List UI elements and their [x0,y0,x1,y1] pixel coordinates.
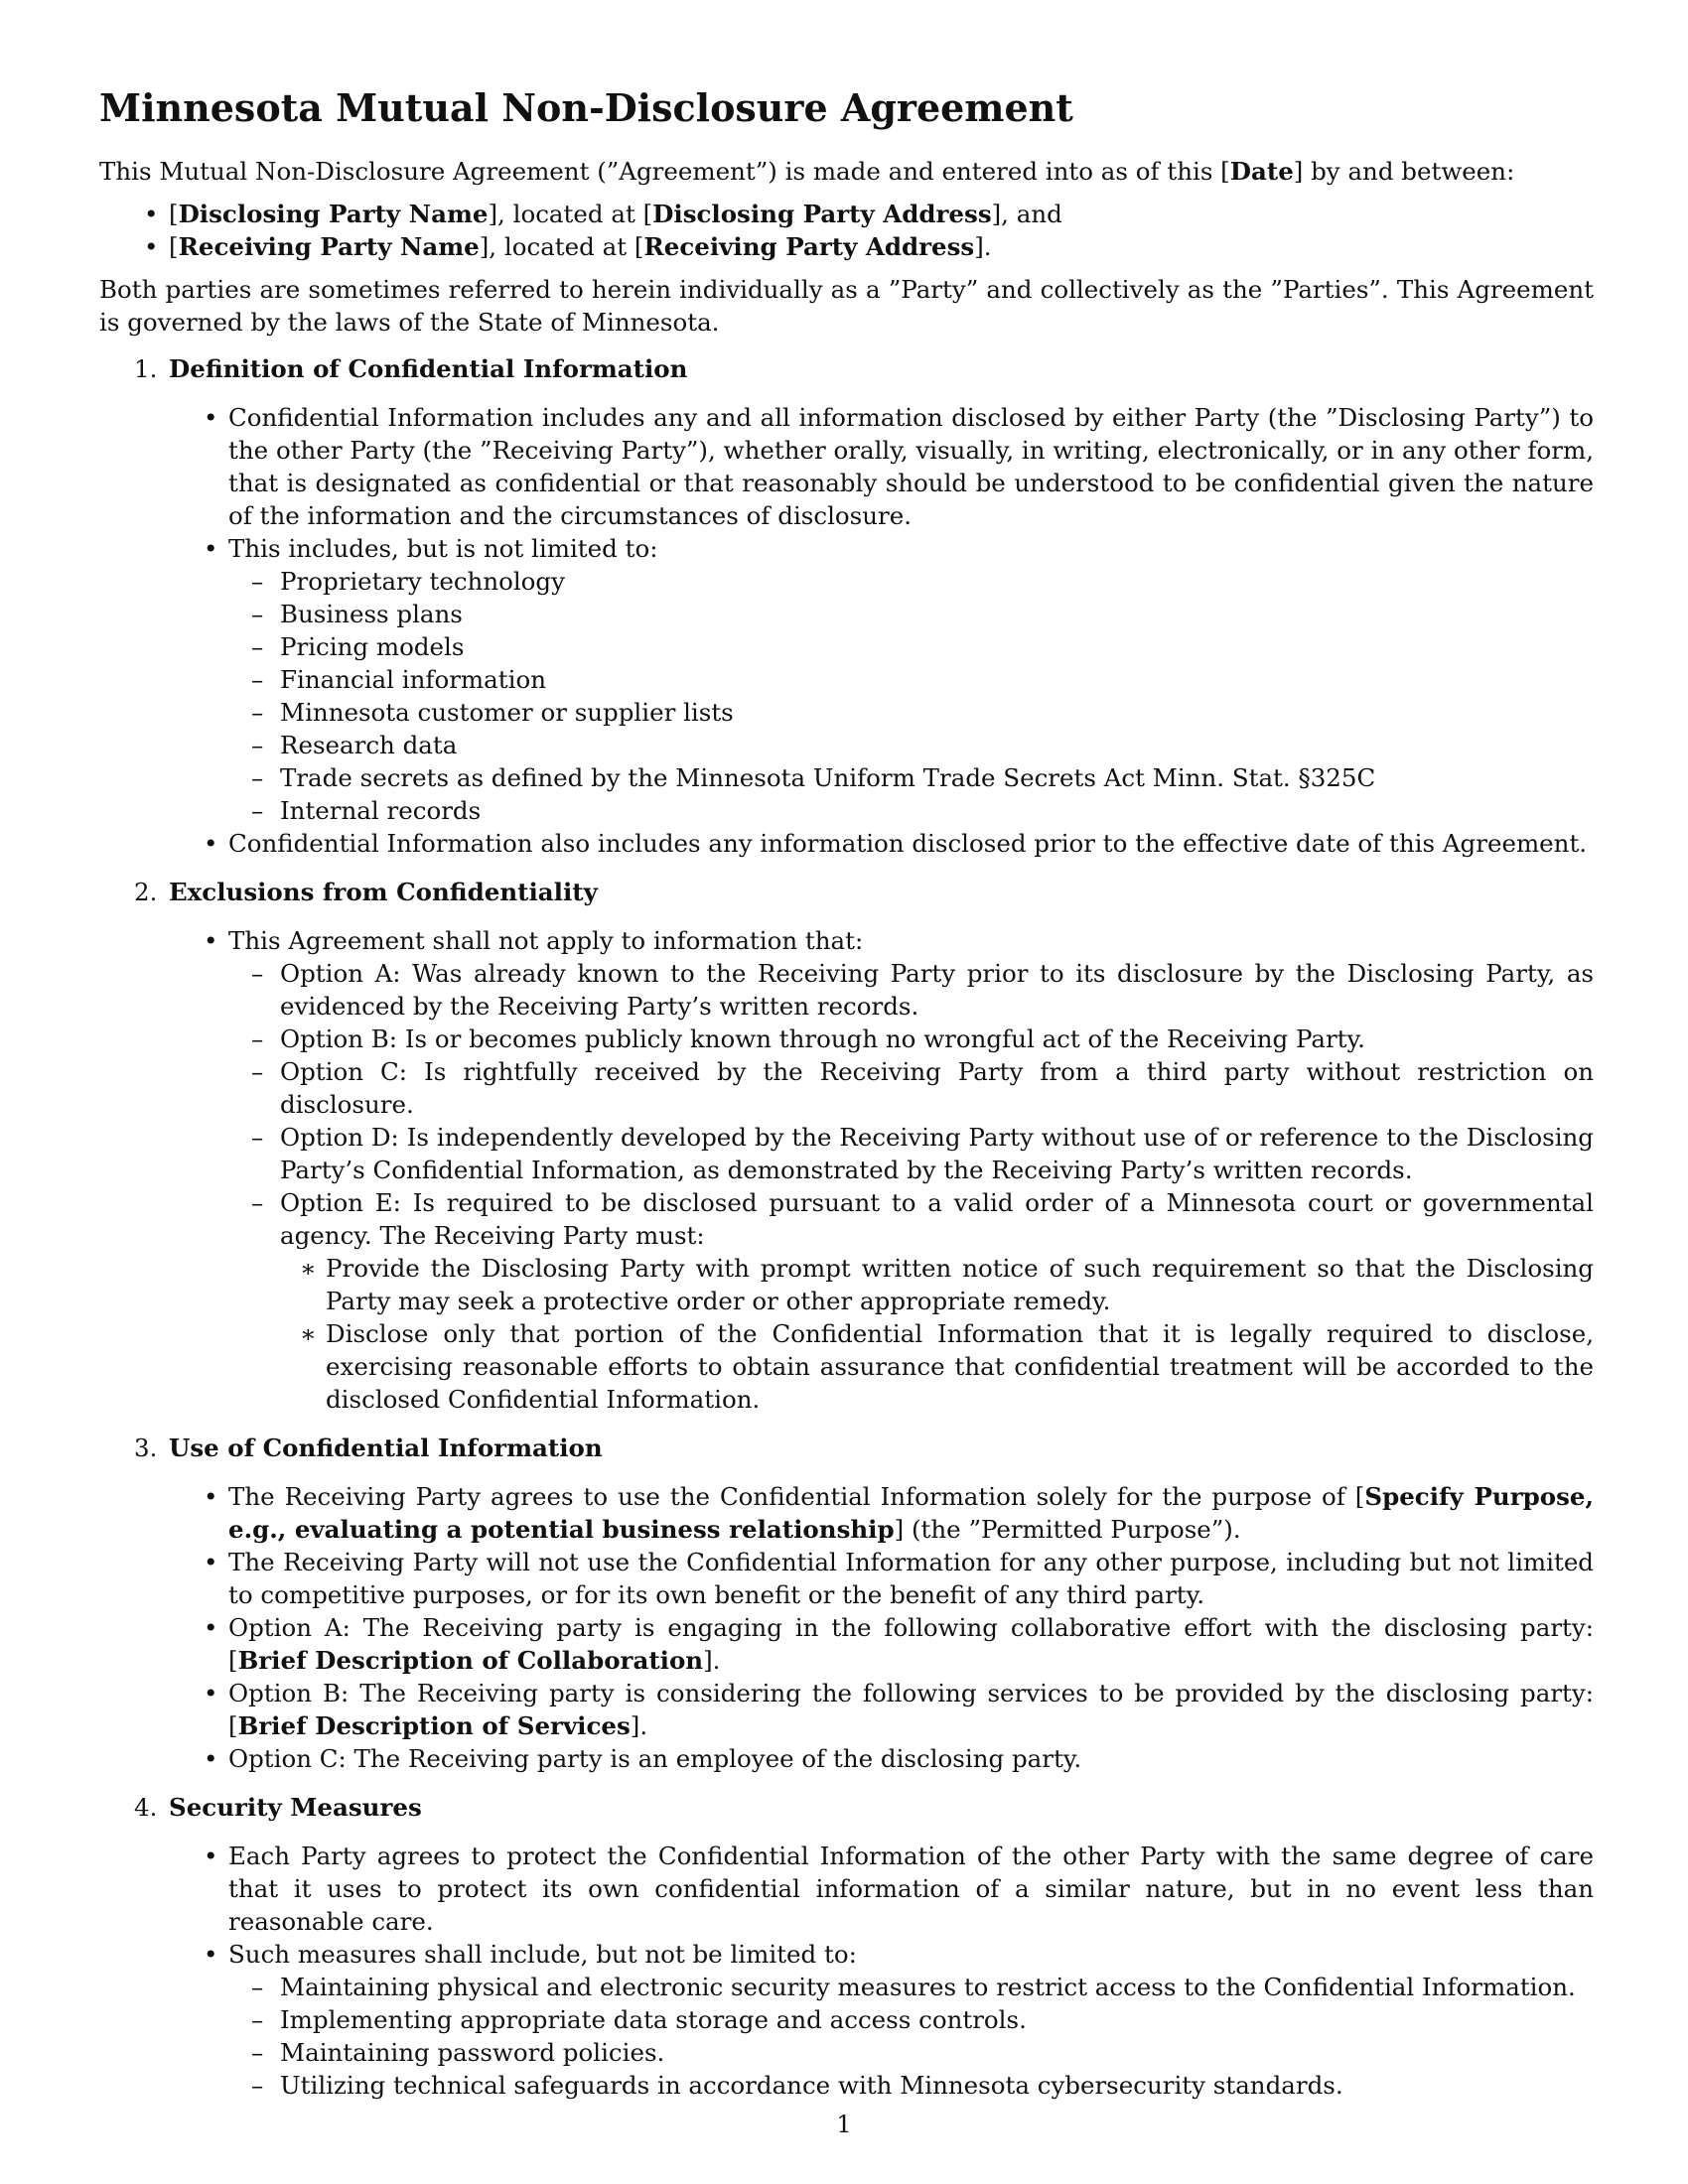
bullet-item [169,1938,1594,2102]
bullet-item: • Each Party agrees to protect the Confidential Information of the other Party with the same degree of care that it uses to protect its own confidential information of a similar nature, but in no event less than reasonable care. [169,1840,1594,1938]
dash-list [228,565,1594,827]
purpose-placeholder: Specify Purpose, e.g., evaluating a potential business relationship [228,1482,1595,1544]
bullet-item: • The Receiving Party will not use the Confidential Information for any other purpose, including but not limited to competitive purposes, or for its own benefit or the benefit of any third party. [169,1546,1594,1611]
services-placeholder: Brief Description of Services [237,1711,631,1740]
bracket-open: [ [169,232,179,261]
asterisk-list [280,1252,1594,1416]
bullet-text: Option B: The Receiving party is considering the following services to be provided by the disclosing party: [ [228,1679,1594,1740]
section-exclusions [99,876,1594,1416]
document-title: Minnesota Mutual Non-Disclosure Agreement [99,85,1073,130]
section-heading [134,352,1594,385]
section-title: Exclusions from Confidentiality [169,878,598,906]
dash-item: – Option C: Is rightfully received by the Receiving Party from a third party without restriction on disclosure. [228,1055,1594,1121]
section-definition [99,352,1594,860]
section-security [99,1791,1594,2102]
section-title: Definition of Confidential Information [169,354,688,383]
bullet-text: This includes, but is not limited to: [228,534,658,563]
bullet-text: Such measures shall include, but not be limited to: [228,1940,857,1969]
section-heading [134,1432,1594,1464]
dash-item: – Maintaining physical and electronic security measures to restrict access to the Confidential Information. [228,1971,1594,2003]
dash-item: – Option A: Was already known to the Receiving Party prior to its disclosure by the Disclosing Party, as evidenced by the Receiving Party’s written records. [228,957,1594,1023]
bullet-item [169,1677,1594,1742]
receiving-party-name: Receiving Party Name [178,232,480,261]
bullet-item: • Confidential Information includes any and all information disclosed by either Party (the ”Disclosing Party”) to the other Party (the ”Receiving Party”), whether orally, visually, in writing, electronically, or in any other form, that is designated as confidential or that reasonably should be understood to be confidential given the nature of the information and the circumstances of disclosure. [169,401,1594,532]
bullet-item: • Option C: The Receiving party is an employee of the disclosing party. [169,1742,1594,1775]
section-number: 3. [134,1433,158,1462]
located-at-text: ], located at [ [479,232,644,261]
intro-paragraph [99,155,1594,188]
dash-item: – Proprietary technology [228,565,1594,598]
bullet-item [169,1480,1594,1546]
bullet-text: This Agreement shall not apply to information that: [228,926,864,955]
dash-list [228,957,1594,1416]
dash-item: – Pricing models [228,630,1594,663]
dash-item: – Utilizing technical safeguards in accordance with Minnesota cybersecurity standards. [228,2069,1594,2102]
section-number: 1. [134,354,158,383]
bullet-item: • Confidential Information also includes any information disclosed prior to the effective date of this Agreement. [169,827,1594,860]
dash-item: – Option B: Is or becomes publicly known through no wrongful act of the Receiving Party. [228,1023,1594,1055]
intro-text-after: ] by and between: [1293,157,1515,186]
dash-list [228,1971,1594,2102]
document-content [99,85,1594,2117]
bullet-item [169,1611,1594,1677]
dash-item: – Internal records [228,794,1594,827]
intro-text-before: This Mutual Non-Disclosure Agreement (”Agreement”) is made and entered into as of this [ [99,157,1230,186]
dash-text: Option E: Is required to be disclosed pursuant to a valid order of a Minnesota court or governmental agency. The Receiving Party must: [280,1188,1594,1250]
party-item-disclosing [99,198,1594,230]
section-number: 2. [134,878,158,906]
bullet-item [169,532,1594,827]
section-title: Use of Confidential Information [169,1433,603,1462]
bracket-close: ]. [974,232,992,261]
disclosing-party-address: Disclosing Party Address [652,200,992,228]
bullet-item [169,924,1594,1416]
bullet-list [169,924,1594,1416]
dash-item [228,1186,1594,1416]
bullet-text: The Receiving Party agrees to use the Confidential Information solely for the purpose of [ [228,1482,1365,1511]
section-title: Security Measures [169,1793,422,1822]
section-heading [134,876,1594,908]
page-number: 1 [836,2110,852,2138]
bullet-list [169,1840,1594,2102]
dash-item: – Business plans [228,598,1594,630]
section-use [99,1432,1594,1775]
dash-item: – Trade secrets as defined by the Minnesota Uniform Trade Secrets Act Minn. Stat. §325C [228,761,1594,794]
parties-definition-paragraph: Both parties are sometimes referred to herein individually as a ”Party” and collectively as the ”Parties”. This Agreement is governed by the laws of the State of Minnesota. [99,275,1594,337]
bracket-close: ], and [991,200,1062,228]
dash-item: – Minnesota customer or supplier lists [228,696,1594,729]
bullet-text: ]. [703,1646,721,1675]
bullet-text: ]. [630,1711,648,1740]
dash-item: – Option D: Is independently developed by the Receiving Party without use of or reference to the Disclosing Party’s Confidential Information, as demonstrated by the Receiving Party’s written records. [228,1121,1594,1186]
date-placeholder: Date [1229,157,1294,186]
collaboration-placeholder: Brief Description of Collaboration [237,1646,704,1675]
receiving-party-address: Receiving Party Address [643,232,975,261]
disclosing-party-name: Disclosing Party Name [178,200,489,228]
dash-item: – Maintaining password policies. [228,2036,1594,2069]
bullet-list [169,401,1594,860]
asterisk-item: ∗ Provide the Disclosing Party with prompt written notice of such requirement so that the Disclosing Party may seek a protective order or other appropriate remedy. [280,1252,1594,1317]
dash-item: – Implementing appropriate data storage and access controls. [228,2003,1594,2036]
section-heading [134,1791,1594,1824]
asterisk-item: ∗ Disclose only that portion of the Confidential Information that it is legally required to disclose, exercising reasonable efforts to obtain assurance that confidential treatment will be accorded to the disclosed Confidential Information. [280,1317,1594,1416]
section-number: 4. [134,1793,158,1822]
party-item-receiving [99,230,1594,263]
parties-list [99,198,1594,263]
bracket-open: [ [169,200,179,228]
bullet-text: Option A: The Receiving party is engaging in the following collaborative effort with the disclosing party: [ [228,1613,1594,1675]
bullet-text: ] (the ”Permitted Purpose”). [894,1515,1241,1544]
located-at-text: ], located at [ [488,200,653,228]
dash-item: – Financial information [228,663,1594,696]
bullet-list [169,1480,1594,1775]
dash-item: – Research data [228,729,1594,761]
